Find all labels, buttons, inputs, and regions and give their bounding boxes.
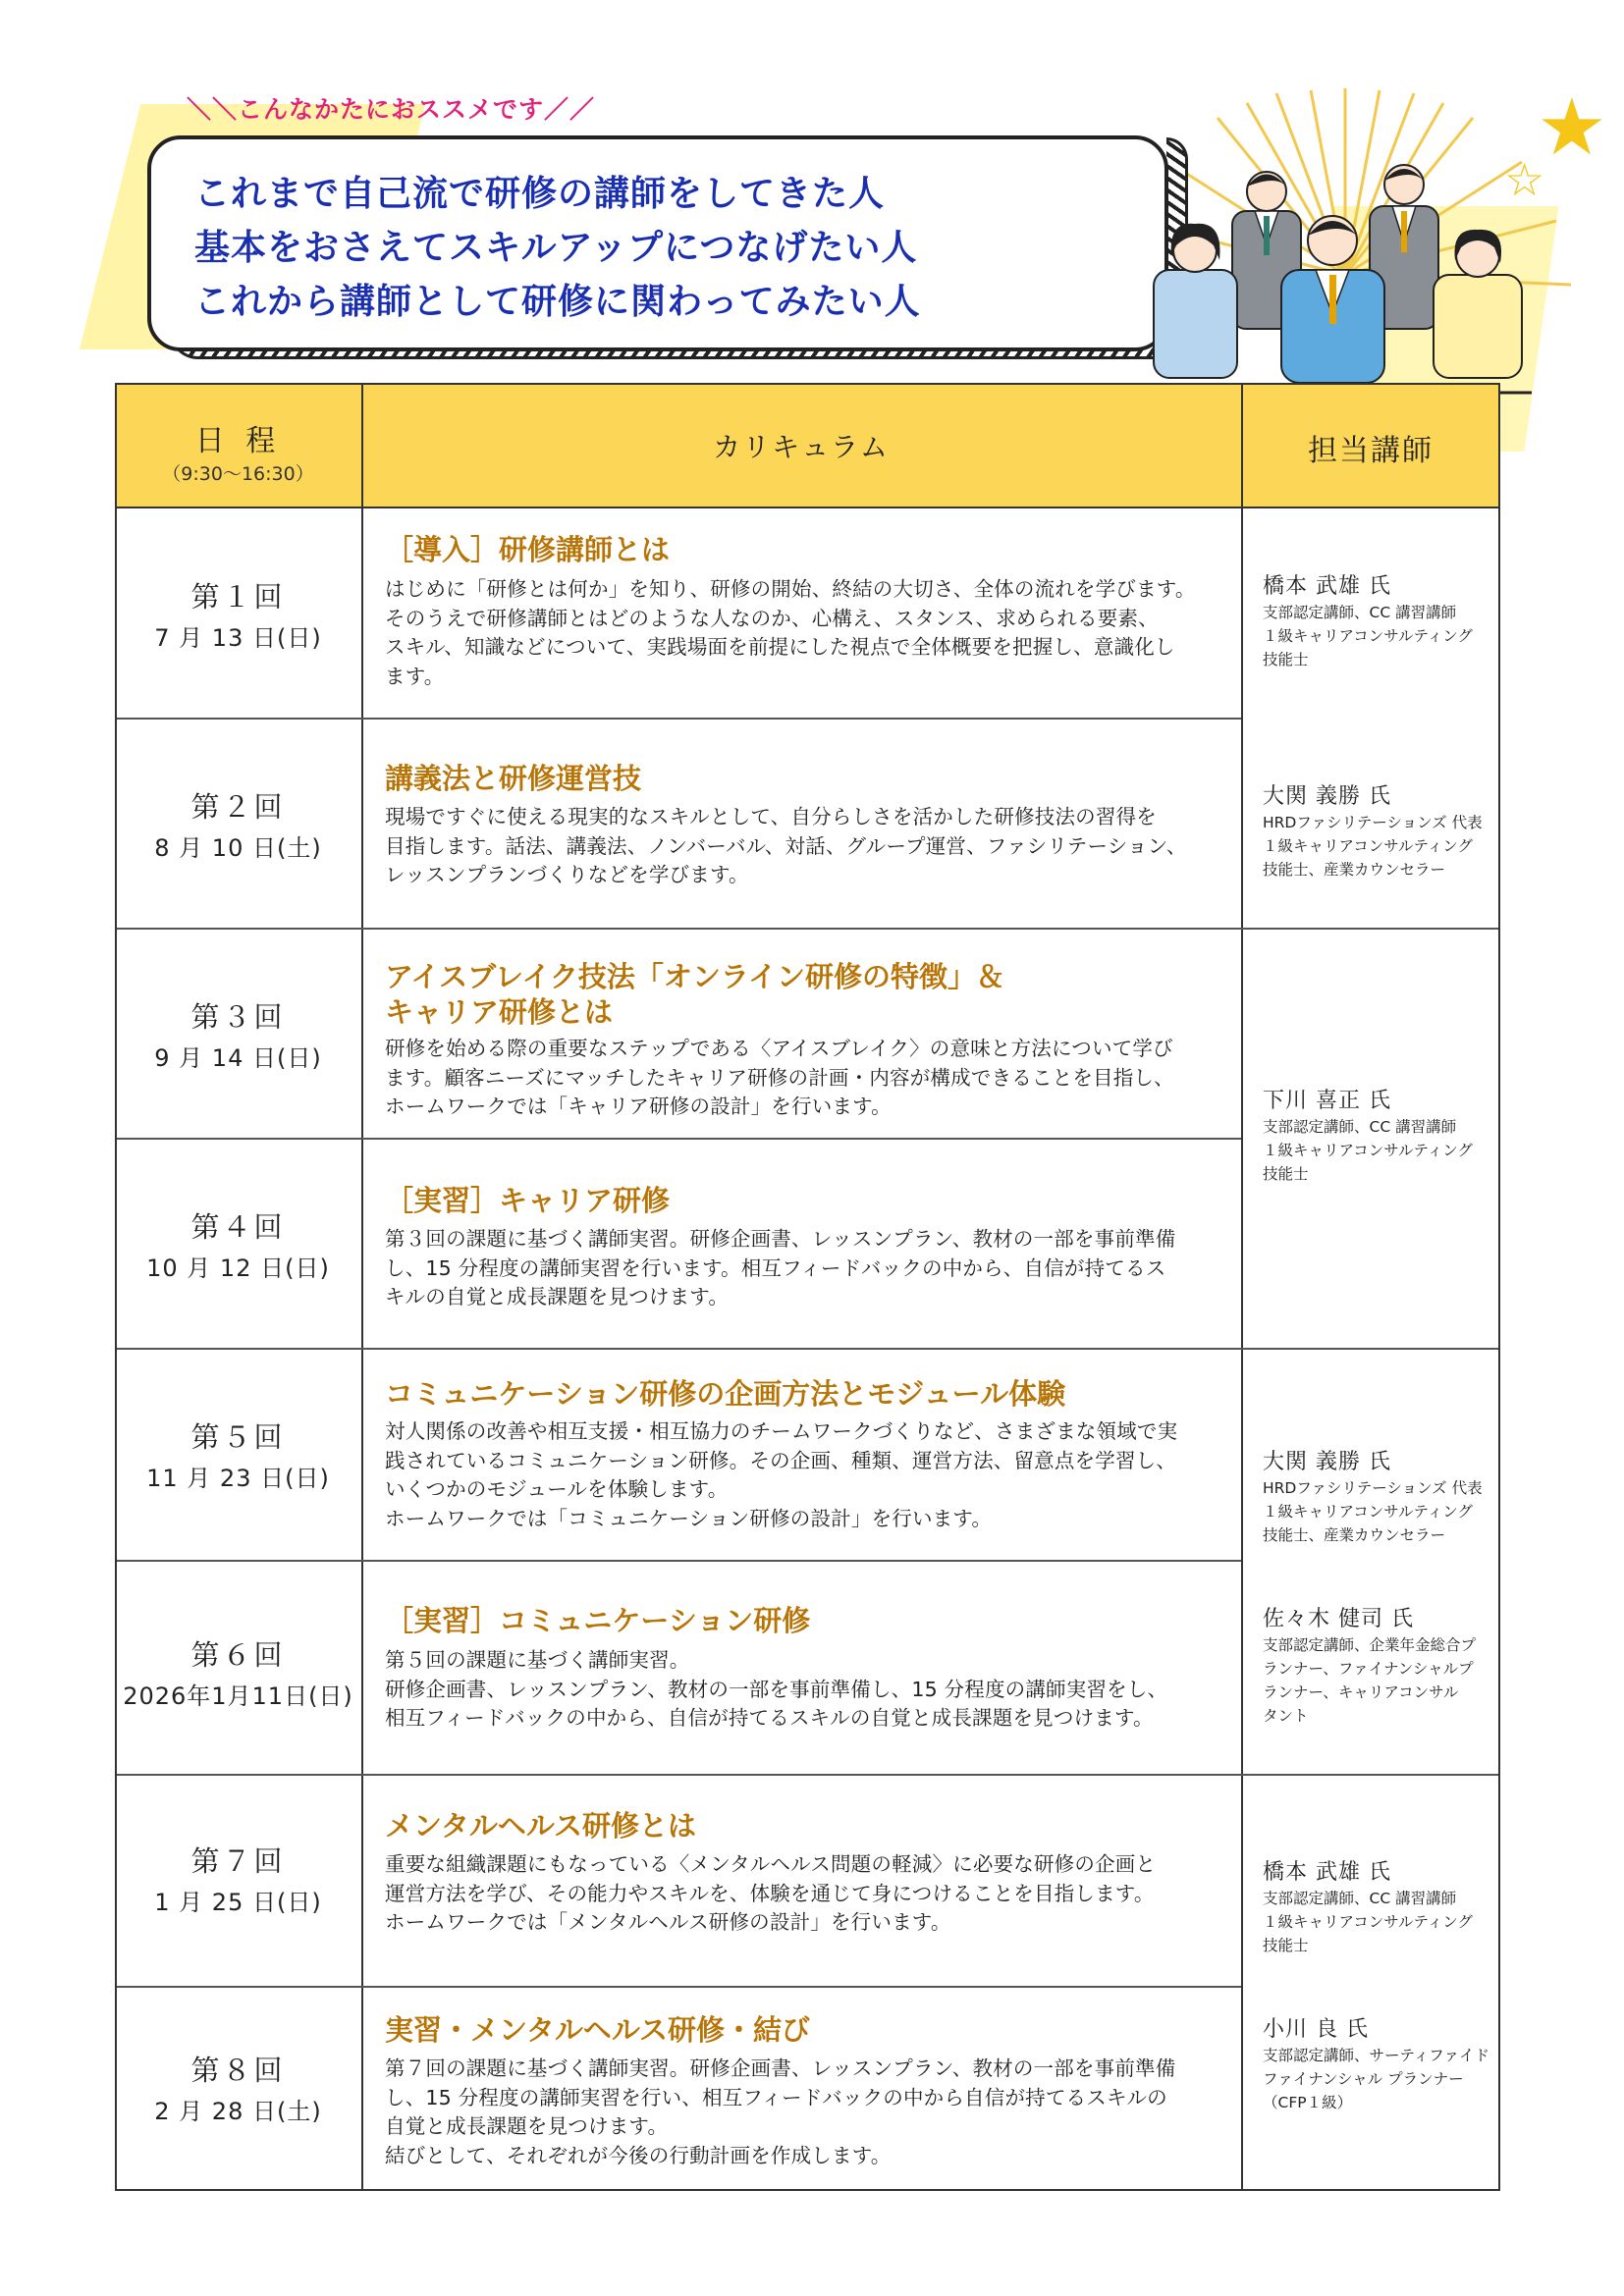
column-header-instructor: 担当講師: [1308, 434, 1434, 468]
session-number: 第４回: [190, 1210, 286, 1244]
session-description: 現場ですぐに使える現実的なスキルとして、自分らしさを活かした研修技法の習得を 目指します。話法、講義法、ノンバーバル、対話、グループ運営、ファシリテーション、 レッスンプランづくりなどを学びます。: [385, 805, 1187, 886]
session-topic: 講義法と研修運営技: [385, 762, 642, 795]
star-icon: ★: [1537, 81, 1607, 173]
target-line: 基本をおさえてスキルアップにつなげたい人: [194, 228, 918, 268]
recommend-label: ＼＼こんなかたにおススメです／／: [187, 95, 596, 124]
instructor-credentials: 支部認定講師、CC 講習講師 １級キャリアコンサルティング 技能士: [1263, 1890, 1473, 1954]
business-people-illustration: [1139, 157, 1532, 402]
instructor-credentials: HRDファシリテーションズ 代表 １級キャリアコンサルティング 技能士、産業カウンセラー: [1263, 814, 1483, 879]
session-number: 第１回: [190, 580, 286, 614]
instructor-name: 大関 義勝 氏: [1263, 784, 1391, 809]
session-number: 第５回: [190, 1420, 286, 1454]
session-description: 第３回の課題に基づく講師実習。研修企画書、レッスンプラン、教材の一部を事前準備 し、15 分程度の講師実習を行います。相互フィードバックの中から、自信が持てるス キルの自覚と成長課題を見つけます。: [385, 1227, 1176, 1308]
schedule-table: [115, 383, 1500, 2191]
column-header-time: （9:30〜16:30）: [162, 463, 314, 485]
session-date: 1 月 25 日(日): [154, 1889, 322, 1916]
session-number: 第８回: [190, 2054, 286, 2087]
session-date: 8 月 10 日(土): [154, 834, 322, 862]
session-description: 重要な組織課題にもなっている〈メンタルヘルス問題の軽減〉に必要な研修の企画と 運営方法を学び、その能力やスキルを、体験を通じて身につけることを目指します。 ホームワークでは「メンタルヘルス研修の設計」を行います。: [385, 1852, 1157, 1934]
target-line: これまで自己流で研修の講師をしてきた人: [194, 174, 886, 214]
session-date: 2026年1月11日(日): [123, 1682, 353, 1710]
person-front-left: [1154, 224, 1237, 378]
instructor-credentials: 支部認定講師、CC 講習講師 １級キャリアコンサルティング 技能士: [1263, 1118, 1473, 1183]
session-description: 第７回の課題に基づく講師実習。研修企画書、レッスンプラン、教材の一部を事前準備 し、15 分程度の講師実習を行い、相互フィードバックの中から自信が持てるスキルの 自覚と成長課題を見つけます。 結びとして、それぞれが今後の行動計画を作成します。: [385, 2056, 1176, 2167]
session-topic: コミュニケーション研修の企画方法とモジュール体験: [385, 1377, 1066, 1411]
target-line: これから講師として研修に関わってみたい人: [194, 282, 921, 322]
instructor-credentials: 支部認定講師、CC 講習講師 １級キャリアコンサルティング 技能士: [1263, 604, 1473, 668]
session-description: 研修を始める際の重要なステップである〈アイスブレイク〉の意味と方法について学び ます。顧客ニーズにマッチしたキャリア研修の計画・内容が構成できることを目指し、 ホームワークでは「キャリア研修の設計」を行います。: [385, 1037, 1174, 1118]
instructor-name: 小川 良 氏: [1263, 2017, 1369, 2042]
session-topic: メンタルヘルス研修とは: [385, 1809, 696, 1842]
instructor-name: 下川 喜正 氏: [1263, 1089, 1391, 1113]
column-header-date: 日 程: [194, 424, 282, 458]
session-date: 10 月 12 日(日): [146, 1255, 330, 1282]
instructor-name: 大関 義勝 氏: [1263, 1450, 1391, 1474]
instructor-credentials: 支部認定講師、企業年金総合プ ランナー、ファイナンシャルプ ランナー、キャリアコンサル タント: [1263, 1636, 1477, 1725]
session-topic: 実習・メンタルヘルス研修・結び: [385, 2013, 810, 2047]
session-number: 第３回: [190, 1000, 286, 1034]
session-topic: アイスブレイク技法「オンライン研修の特徴」＆ キャリア研修とは: [385, 960, 1005, 1029]
session-date: 2 月 28 日(土): [154, 2098, 322, 2125]
instructor-credentials: 支部認定講師、サーティファイド ファイナンシャル プランナー （CFP１級）: [1263, 2047, 1489, 2111]
session-description: はじめに「研修とは何か」を知り、研修の開始、終結の大切さ、全体の流れを学びます。 そのうえで研修講師とはどのような人なのか、心構え、スタンス、求められる要素、 スキル、知識などについて、実践場面を前提にした視点で全体概要を把握し、意識化し ます。: [385, 577, 1196, 688]
instructor-name: 佐々木 健司 氏: [1263, 1607, 1414, 1631]
target-audience-list: [194, 167, 1078, 329]
session-topic: ［実習］コミュニケーション研修: [385, 1604, 811, 1637]
session-number: 第６回: [190, 1638, 286, 1672]
session-date: 9 月 14 日(日): [154, 1044, 322, 1072]
session-description: 第５回の課題に基づく講師実習。 研修企画書、レッスンプラン、教材の一部を事前準備し、15 分程度の講師実習をし、 相互フィードバックの中から、自信が持てるスキルの自覚と成長課題を見つけます。: [385, 1648, 1168, 1730]
table-border: [115, 383, 1500, 2191]
instructor-credentials: HRDファシリテーションズ 代表 １級キャリアコンサルティング 技能士、産業カウンセラー: [1263, 1479, 1483, 1544]
session-description: 対人関係の改善や相互支援・相互協力のチームワークづくりなど、さまざまな領域で実 践されているコミュニケーション研修。その企画、種類、運営方法、留意点を学習し、 いくつかのモジュールを体験します。 ホームワークでは「コミュニケーション研修の設計」を行います。: [385, 1419, 1178, 1530]
session-number: 第２回: [190, 790, 286, 824]
session-topic: ［導入］研修講師とは: [385, 533, 671, 566]
session-topic: ［実習］キャリア研修: [385, 1184, 671, 1217]
person-front-right: [1434, 230, 1522, 378]
instructor-name: 橋本 武雄 氏: [1263, 574, 1391, 599]
star-outline-icon: ☆: [1504, 153, 1545, 206]
instructor-name: 橋本 武雄 氏: [1263, 1860, 1391, 1885]
session-date: 11 月 23 日(日): [146, 1465, 330, 1492]
session-date: 7 月 13 日(日): [154, 624, 322, 652]
column-header-curriculum: カリキュラム: [713, 431, 890, 463]
session-number: 第７回: [190, 1844, 286, 1878]
